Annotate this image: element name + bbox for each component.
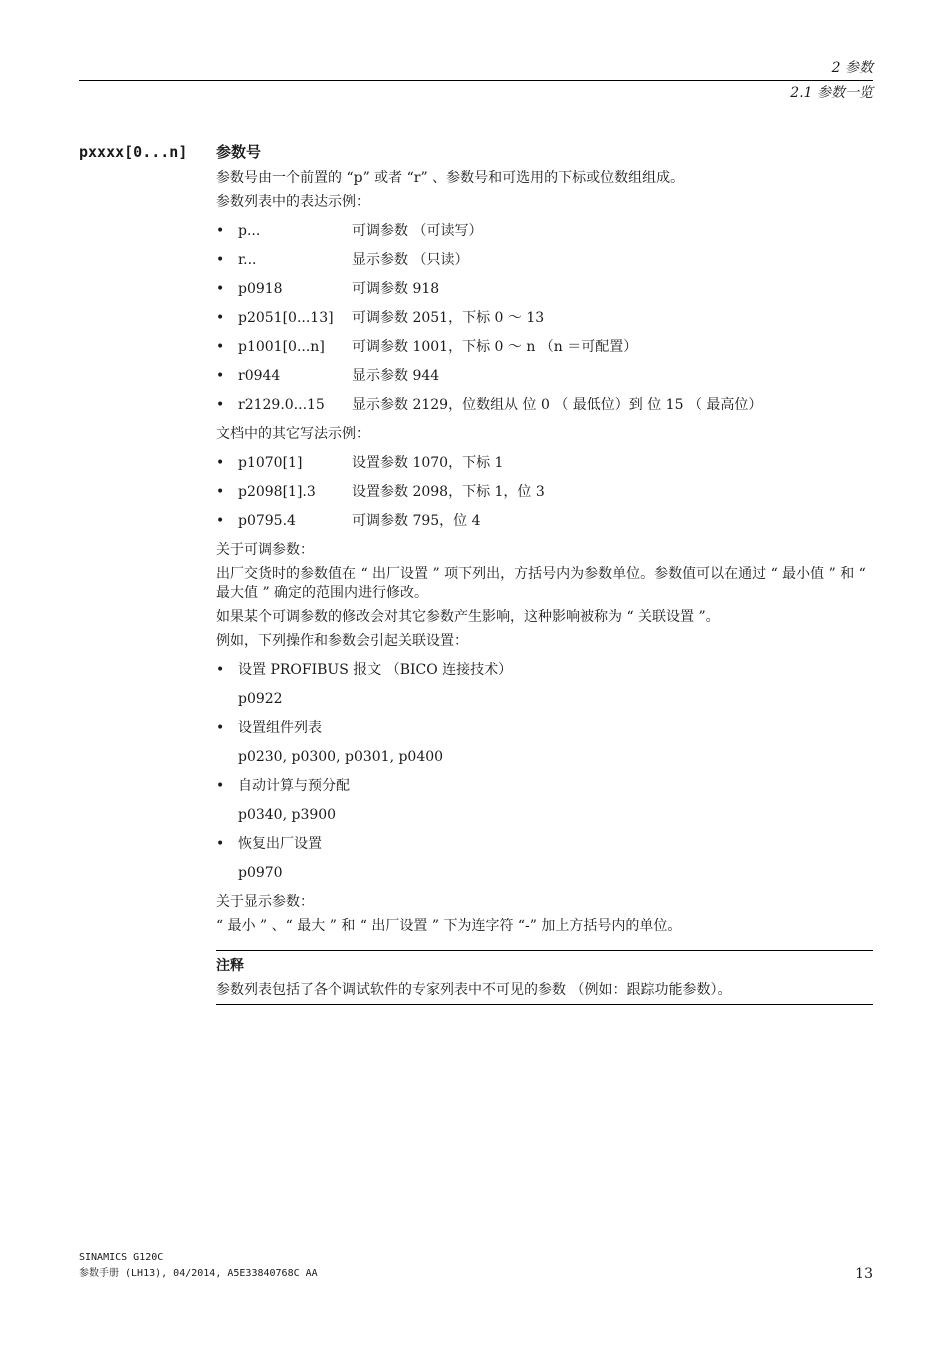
footer-manual-info: 参数手册 (LH13), 04/2014, A5E33840768C AA <box>79 1268 318 1279</box>
list-item <box>216 449 873 478</box>
param-desc: 可调参数 795，位 4 <box>352 513 481 529</box>
side-label: pxxxx[0...n] <box>79 143 188 161</box>
param-code: p1070[1] <box>238 455 303 471</box>
param-desc: 显示参数 944 <box>352 368 440 384</box>
list-item <box>216 246 873 275</box>
adjustable-heading: 关于可调参数： <box>216 542 314 558</box>
list-item: • 恢复出厂设置 <box>216 830 873 859</box>
list-item <box>216 304 873 333</box>
param-code: p... <box>238 223 261 239</box>
param-code: p1001[0...n] <box>238 339 325 355</box>
note-title: 注释 <box>216 958 244 974</box>
param-desc: 可调参数 1001，下标 0 ～ n （n ＝可配置） <box>352 339 638 355</box>
examples-heading: 参数列表中的表达示例： <box>216 194 370 210</box>
param-desc: 设置参数 2098，下标 1，位 3 <box>352 484 545 500</box>
other-examples-heading: 文档中的其它写法示例： <box>216 426 370 442</box>
list-item <box>216 275 873 304</box>
list-item <box>216 333 873 362</box>
list-item <box>216 362 873 391</box>
adjustable-paragraph-1: 出厂交货时的参数值在 “ 出厂设置 ” 项下列出，方括号内为参数单位。参数值可以在通过 “ 最小值 ” 和 “ 最大值 ” 确定的范围内进行修改。 <box>216 566 866 601</box>
list-item: • 设置组件列表 <box>216 714 873 743</box>
other-examples-list <box>216 449 873 536</box>
footer <box>79 1250 318 1282</box>
list-item: • 设置 PROFIBUS 报文 （BICO 连接技术） <box>216 656 873 685</box>
note-box <box>216 950 873 1005</box>
param-code: r0944 <box>238 368 281 384</box>
section-heading: 参数号 <box>216 143 262 161</box>
adjustable-paragraph-3: 例如，下列操作和参数会引起关联设置： <box>216 633 468 649</box>
running-header <box>79 56 873 105</box>
param-desc: 显示参数 2129，位数组从 位 0 （ 最低位）到 位 15 （ 最高位） <box>352 397 763 413</box>
footer-product: SINAMICS G120C <box>79 1252 164 1263</box>
examples-list <box>216 217 873 420</box>
param-list: p0230, p0300, p0301, p0400 <box>238 749 444 765</box>
param-code: p0918 <box>238 281 283 297</box>
param-code: p0795.4 <box>238 513 296 529</box>
dependent-settings-list <box>216 656 873 888</box>
param-list: p0970 <box>238 865 283 881</box>
note-text: 参数列表包括了各个调试软件的专家列表中不可见的参数 （例如：跟踪功能参数）。 <box>216 982 732 998</box>
list-item <box>216 217 873 246</box>
chapter-title: 2 参数 <box>79 56 873 81</box>
param-desc: 可调参数 2051，下标 0 ～ 13 <box>352 310 545 326</box>
param-code: p2098[1].3 <box>238 484 316 500</box>
param-code: p2051[0...13] <box>238 310 334 326</box>
param-desc: 设置参数 1070，下标 1 <box>352 455 504 471</box>
display-heading: 关于显示参数： <box>216 894 314 910</box>
list-item <box>216 507 873 536</box>
list-item <box>216 391 873 420</box>
display-paragraph: “ 最小 ” 、“ 最大 ” 和 “ 出厂设置 ” 下为连字符 “-” 加上方括号内的单位。 <box>216 918 682 934</box>
param-code: r... <box>238 252 257 268</box>
param-desc: 可调参数 （可读写） <box>352 223 483 239</box>
page-number: 13 <box>855 1266 873 1282</box>
param-list: p0340, p3900 <box>238 807 337 823</box>
param-desc: 显示参数 （只读） <box>352 252 469 268</box>
intro-paragraph: 参数号由一个前置的 “p” 或者 “r” 、参数号和可选用的下标或位数组组成。 <box>216 170 685 186</box>
adjustable-paragraph-2: 如果某个可调参数的修改会对其它参数产生影响，这种影响被称为 “ 关联设置 ”。 <box>216 609 720 625</box>
param-code: r2129.0...15 <box>238 397 325 413</box>
param-desc: 可调参数 918 <box>352 281 440 297</box>
param-list: p0922 <box>238 691 283 707</box>
list-item <box>216 478 873 507</box>
main-content <box>216 140 873 1005</box>
section-title: 2.1 参数一览 <box>790 85 873 101</box>
list-item: • 自动计算与预分配 <box>216 772 873 801</box>
